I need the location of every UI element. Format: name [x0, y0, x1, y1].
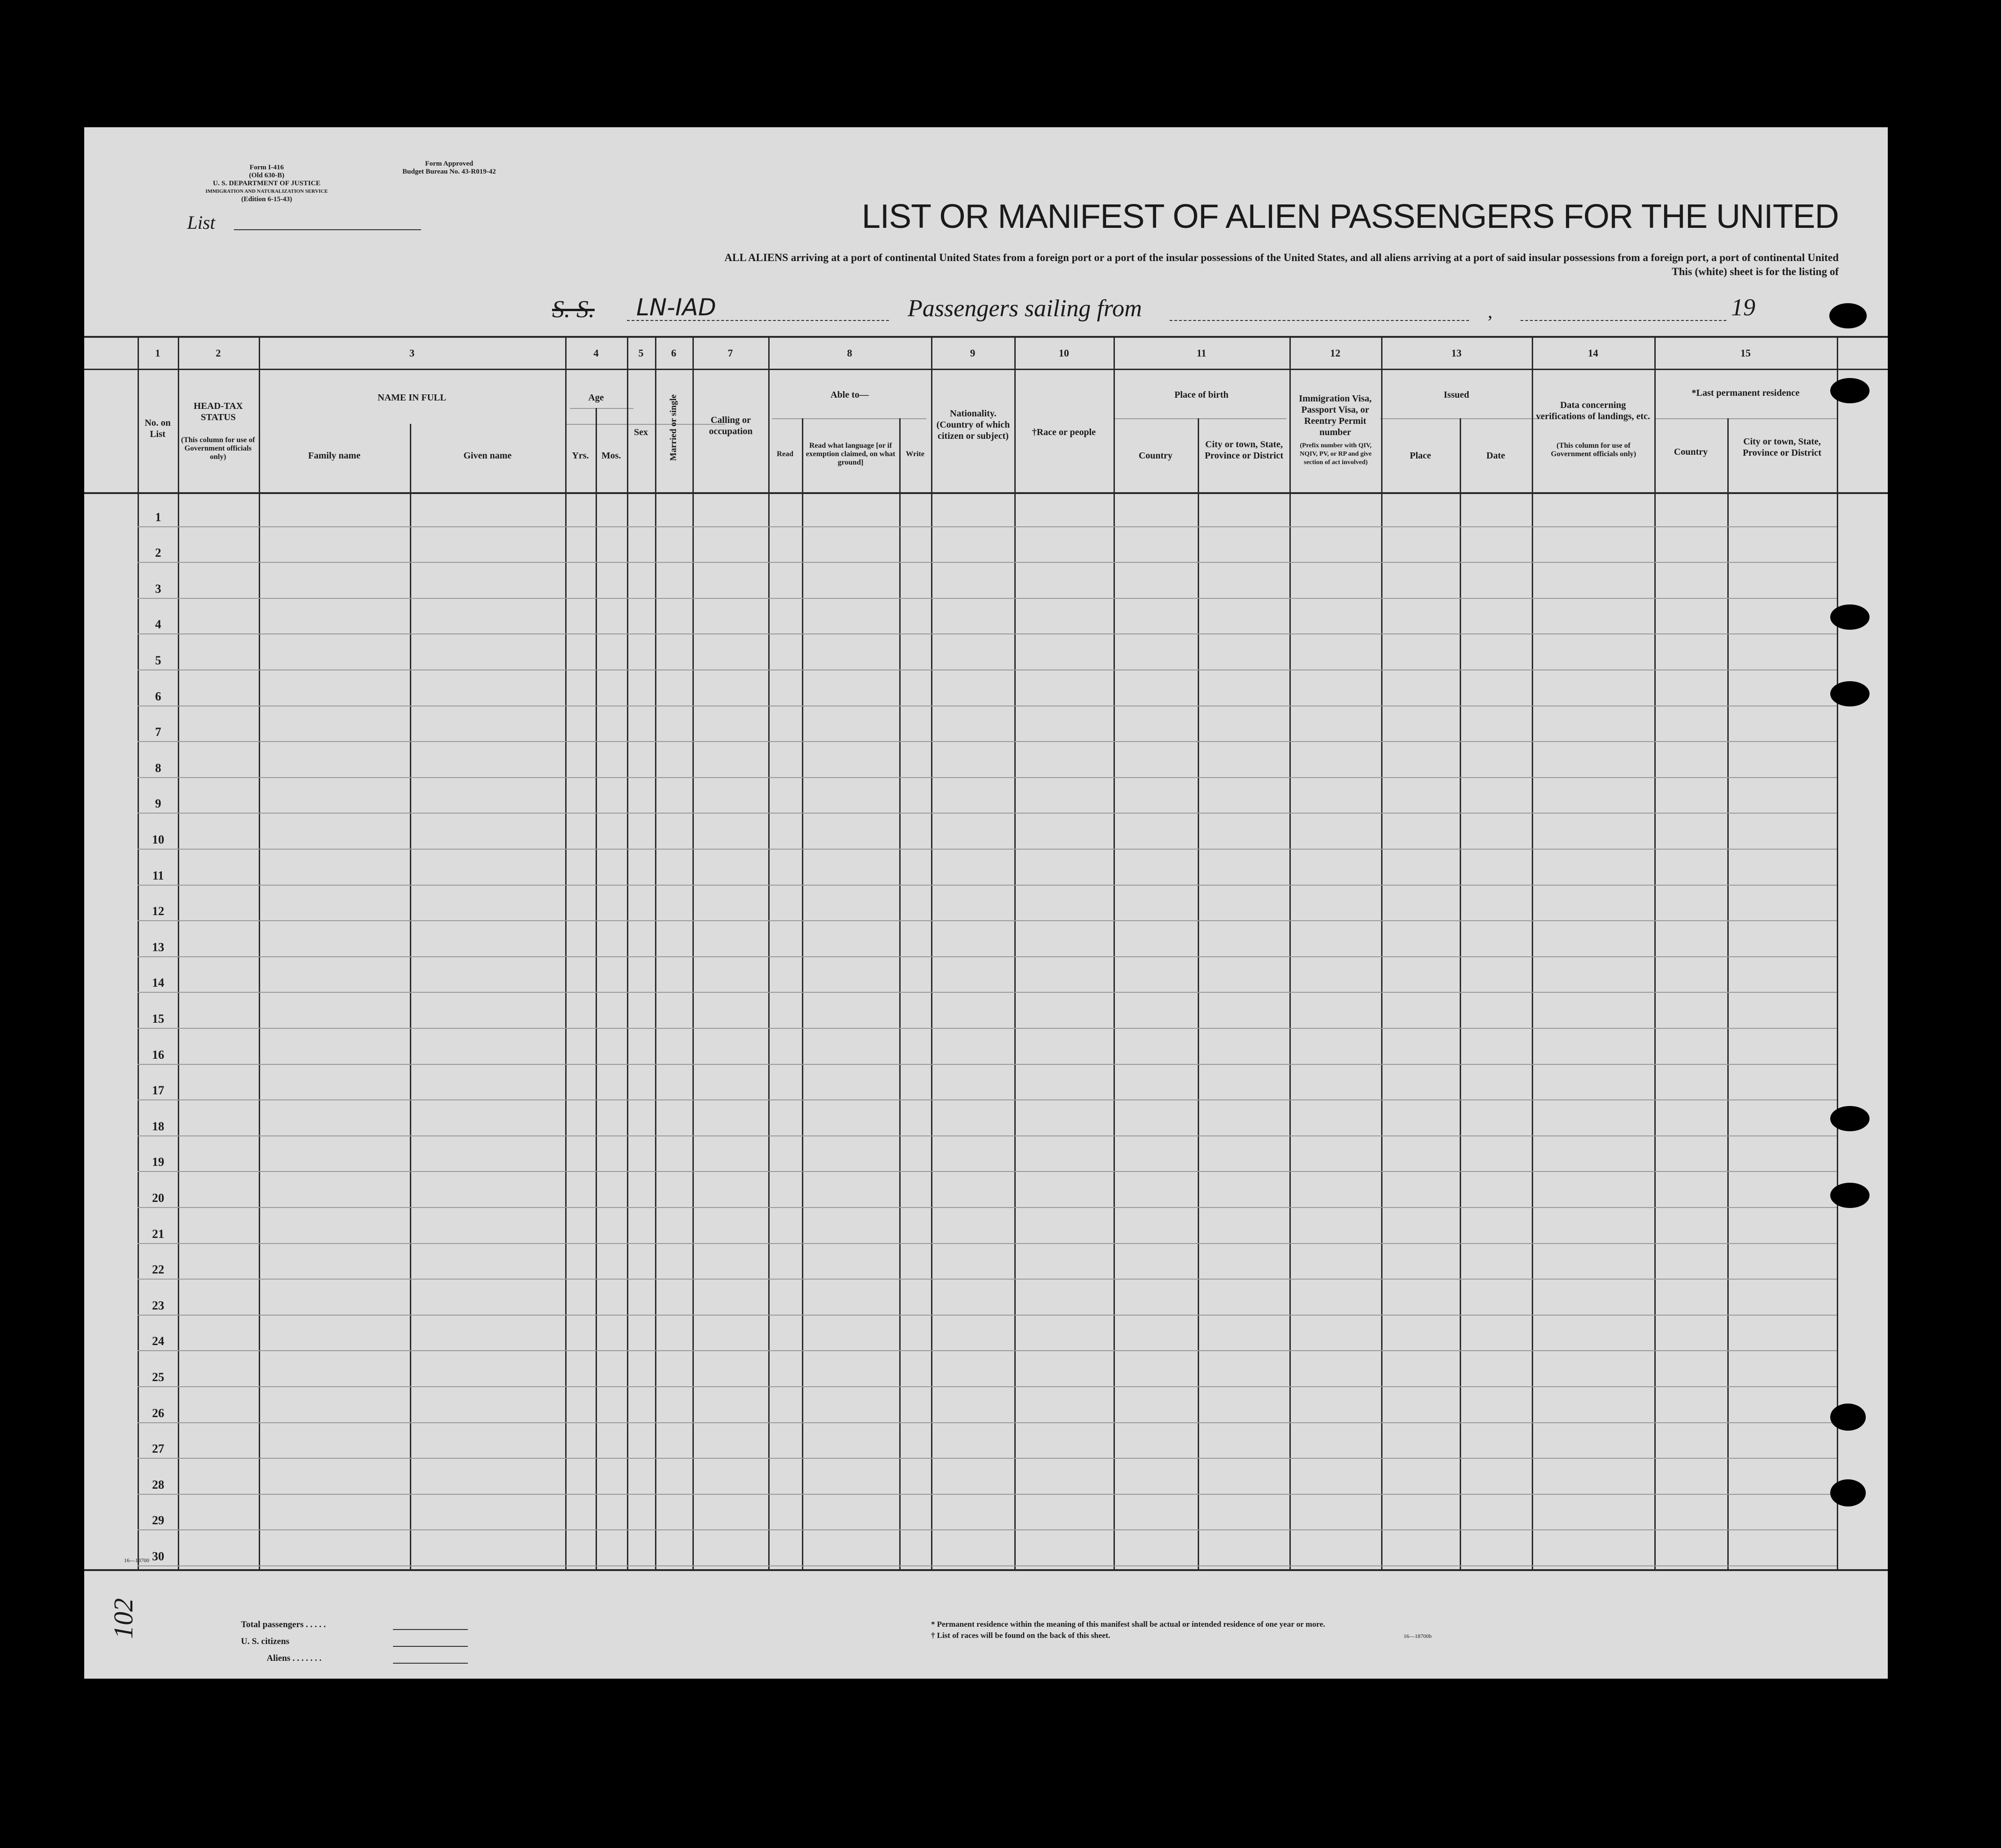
- row-number: 13: [152, 940, 164, 954]
- col-line: [1460, 418, 1461, 1571]
- row-number: 2: [155, 546, 161, 560]
- row-line: [138, 633, 1837, 634]
- col-line: [1532, 336, 1533, 1571]
- ship-prefix: S. S.: [552, 296, 595, 323]
- us-citizens-line[interactable]: [393, 1646, 468, 1647]
- race-header: †Race or people: [1032, 427, 1096, 437]
- no-on-list-header: No. on List: [145, 418, 171, 439]
- visa-note: (Prefix number with QIV, NQIV, PV, or RP and give section of act involved): [1300, 442, 1372, 466]
- row-line: [138, 526, 1837, 527]
- aliens-label: Aliens . . . . . . .: [267, 1653, 322, 1663]
- total-passengers-label: Total passengers . . . . .: [241, 1620, 326, 1630]
- row-line: [138, 1529, 1837, 1530]
- col-line: [596, 408, 597, 1571]
- colnum-2: 2: [216, 347, 221, 359]
- row-line: [138, 1243, 1837, 1244]
- row-number: 16: [152, 1048, 164, 1062]
- row-number: 10: [152, 833, 164, 846]
- col-line: [899, 418, 901, 1571]
- row-line: [138, 1350, 1837, 1351]
- subtitle-line-2: This (white) sheet is for the listing of: [1672, 266, 1839, 277]
- row-number: 14: [152, 976, 164, 990]
- col-line: [1727, 418, 1729, 1571]
- header-bottom-rule: [84, 492, 1888, 494]
- aliens-line[interactable]: [393, 1663, 468, 1664]
- write-header: Write: [906, 450, 924, 458]
- issued-header: Issued: [1443, 390, 1470, 400]
- colnum-10: 10: [1059, 347, 1069, 359]
- row-line: [138, 669, 1837, 670]
- row-line: [138, 1458, 1837, 1459]
- row-line: [138, 1171, 1837, 1172]
- row-number: 8: [155, 761, 161, 775]
- row-number: 30: [152, 1550, 164, 1563]
- calling-header: Calling or occupation: [709, 415, 753, 437]
- binder-hole: [1830, 1183, 1870, 1208]
- col-line: [1113, 336, 1115, 1571]
- ship-name-line: [627, 320, 889, 321]
- list-number-line: [234, 229, 421, 230]
- colnum-14: 14: [1588, 347, 1598, 359]
- row-line: [138, 1279, 1837, 1280]
- family-name-header: Family name: [308, 451, 361, 461]
- issued-subrule: [1380, 418, 1544, 419]
- row-line: [138, 813, 1837, 814]
- row-line: [138, 1422, 1837, 1423]
- colnum-12: 12: [1330, 347, 1340, 359]
- col-line: [1381, 336, 1383, 1571]
- residence-subrule: [1654, 418, 1837, 419]
- row-line: [138, 849, 1837, 850]
- colnum-11: 11: [1196, 347, 1207, 359]
- row-line: [138, 562, 1837, 563]
- read-language-header: Read what language [or if exemption claimed, on what ground]: [806, 442, 895, 466]
- row-number: 26: [152, 1406, 164, 1420]
- row-number: 29: [152, 1513, 164, 1528]
- colnum-15: 15: [1740, 347, 1751, 359]
- races-note: † List of races will be found on the back of this sheet.: [931, 1631, 1110, 1640]
- col-line: [565, 336, 567, 1571]
- col-line: [138, 336, 139, 1571]
- row-number: 28: [152, 1477, 164, 1491]
- budget-number: Budget Bureau No. 43-R019-42: [402, 168, 496, 175]
- residence-city-header: City or town, State, Province or District: [1742, 437, 1822, 458]
- married-header: Married or single: [669, 394, 678, 461]
- row-number: 24: [152, 1334, 164, 1348]
- row-line: [138, 1028, 1837, 1029]
- form-approval: [379, 160, 519, 176]
- binder-hole: [1830, 604, 1870, 630]
- row-line: [138, 598, 1837, 599]
- column-number-rule: [84, 369, 1888, 370]
- colnum-7: 7: [728, 347, 733, 359]
- col-line: [178, 336, 179, 1571]
- colnum-6: 6: [671, 347, 677, 359]
- row-line: [138, 777, 1837, 778]
- col-line: [259, 336, 260, 1571]
- data-concerning-header: Data concerning verifications of landings, etc.: [1536, 400, 1650, 422]
- binder-hole: [1830, 378, 1870, 403]
- year-prefix: 19: [1731, 294, 1755, 321]
- total-passengers-line[interactable]: [393, 1629, 468, 1630]
- birth-country-header: Country: [1138, 451, 1173, 461]
- col-line: [1014, 336, 1016, 1571]
- able-to-header: Able to—: [830, 390, 869, 400]
- subtitle-line-1: ALL ALIENS arriving at a port of continental United States from a foreign port or a port of the insular possessions of the United States, and all aliens arriving at a port of said insular possessions from a foreign port, a port of continental United: [724, 252, 1839, 263]
- ship-name: LN-IAD: [636, 294, 716, 321]
- list-label: List: [187, 212, 216, 233]
- sailing-date-line: [1521, 320, 1726, 321]
- sex-header: Sex: [634, 427, 648, 437]
- colnum-8: 8: [847, 347, 852, 359]
- row-number: 12: [152, 904, 164, 918]
- able-subrule: [772, 418, 926, 419]
- print-code-b: 16—18700b: [1404, 1633, 1432, 1639]
- row-number: 15: [152, 1012, 164, 1026]
- age-subrule: [570, 408, 633, 409]
- col-line: [627, 336, 628, 1571]
- issued-place-header: Place: [1410, 451, 1431, 461]
- row-number: 1: [155, 510, 161, 524]
- issued-date-header: Date: [1486, 451, 1505, 461]
- page-title: LIST OR MANIFEST OF ALIEN PASSENGERS FOR THE UNITED: [861, 198, 1839, 235]
- binder-hole: [1830, 681, 1870, 706]
- edition: (Edition 6-15-43): [241, 196, 292, 203]
- row-number: 11: [152, 868, 164, 882]
- row-number: 20: [152, 1191, 164, 1205]
- row-line: [138, 1064, 1837, 1065]
- permanent-residence-note: * Permanent residence within the meaning of this manifest shall be actual or intended residence of one year or more.: [931, 1620, 1325, 1629]
- col-line: [692, 336, 694, 1571]
- us-citizens-label: U. S. citizens: [241, 1637, 290, 1646]
- colnum-5: 5: [638, 347, 644, 359]
- table-bottom-rule: [84, 1569, 1888, 1571]
- row-line: [138, 741, 1837, 742]
- col-line: [655, 336, 656, 1571]
- row-number: 3: [155, 582, 161, 596]
- colnum-1: 1: [155, 347, 160, 359]
- head-tax-note: (This column for use of Government officials only): [181, 436, 255, 461]
- colnum-3: 3: [409, 347, 415, 359]
- row-number: 17: [152, 1084, 164, 1098]
- head-tax-header: HEAD-TAX STATUS: [193, 401, 243, 422]
- place-of-birth-header: Place of birth: [1174, 390, 1229, 400]
- col-line: [1654, 336, 1656, 1571]
- binder-hole: [1830, 1404, 1866, 1431]
- row-number: 6: [155, 689, 161, 703]
- row-number: 18: [152, 1119, 164, 1133]
- handwritten-page-number: 102: [108, 1598, 138, 1639]
- residence-country-header: Country: [1674, 447, 1708, 457]
- age-years-header: Yrs.: [572, 451, 589, 461]
- col-line: [931, 336, 932, 1571]
- department: U. S. DEPARTMENT OF JUSTICE: [212, 180, 321, 187]
- row-number: 22: [152, 1263, 164, 1277]
- data-concerning-note: (This column for use of Government officials only): [1550, 442, 1637, 458]
- row-line: [138, 1099, 1837, 1100]
- row-line: [138, 885, 1837, 886]
- read-header: Read: [777, 450, 793, 458]
- row-number: 9: [155, 797, 161, 811]
- header-top-rule: [84, 336, 1888, 338]
- row-line: [138, 920, 1837, 921]
- form-approved: Form Approved: [425, 160, 473, 167]
- col-line: [1289, 336, 1291, 1571]
- form-info: [168, 164, 365, 204]
- row-number: 23: [152, 1298, 164, 1312]
- col-line: [802, 418, 803, 1571]
- manifest-sheet: [84, 127, 1888, 1679]
- birth-city-header: City or town, State, Province or District: [1204, 439, 1284, 461]
- col-line: [768, 336, 770, 1571]
- binder-hole: [1830, 1106, 1870, 1131]
- row-line: [138, 1207, 1837, 1208]
- row-line: [138, 1386, 1837, 1387]
- col-line: [1198, 418, 1199, 1571]
- row-line: [138, 1494, 1837, 1495]
- binder-hole: [1830, 1479, 1866, 1506]
- row-line: [138, 1315, 1837, 1316]
- row-number: 27: [152, 1442, 164, 1456]
- visa-header: Immigration Visa, Passport Visa, or Reentry Permit number: [1299, 393, 1372, 437]
- old-number: (Old 630-B): [249, 172, 284, 179]
- sailing-label: Passengers sailing from: [908, 295, 1142, 322]
- birth-subrule: [1113, 418, 1287, 419]
- col-line: [1837, 336, 1838, 1571]
- row-number: 5: [155, 654, 161, 667]
- sailing-port-line: [1170, 320, 1469, 321]
- row-line: [138, 956, 1837, 957]
- colnum-4: 4: [593, 347, 599, 359]
- colnum-13: 13: [1451, 347, 1462, 359]
- nationality-header: Nationality. (Country of which citizen or subject): [936, 408, 1010, 441]
- name-in-full-header: NAME IN FULL: [378, 393, 446, 403]
- col-line: [410, 424, 411, 1571]
- row-number: 19: [152, 1155, 164, 1169]
- row-number: 21: [152, 1227, 164, 1241]
- row-number: 4: [155, 618, 161, 632]
- age-months-header: Mos.: [601, 451, 621, 461]
- age-header: Age: [588, 393, 604, 403]
- binder-hole: [1829, 303, 1867, 328]
- row-line: [138, 992, 1837, 993]
- form-number: Form I-416: [249, 164, 284, 171]
- row-number: 7: [155, 725, 161, 739]
- comma: ,: [1488, 301, 1492, 322]
- last-residence-header: *Last permanent residence: [1691, 388, 1800, 398]
- row-line: [138, 1565, 1837, 1566]
- given-name-header: Given name: [463, 451, 512, 461]
- print-code: 16—18700: [124, 1557, 149, 1564]
- row-line: [138, 1135, 1837, 1136]
- row-number: 25: [152, 1370, 164, 1384]
- colnum-9: 9: [970, 347, 975, 359]
- service: IMMIGRATION AND NATURALIZATION SERVICE: [205, 189, 328, 194]
